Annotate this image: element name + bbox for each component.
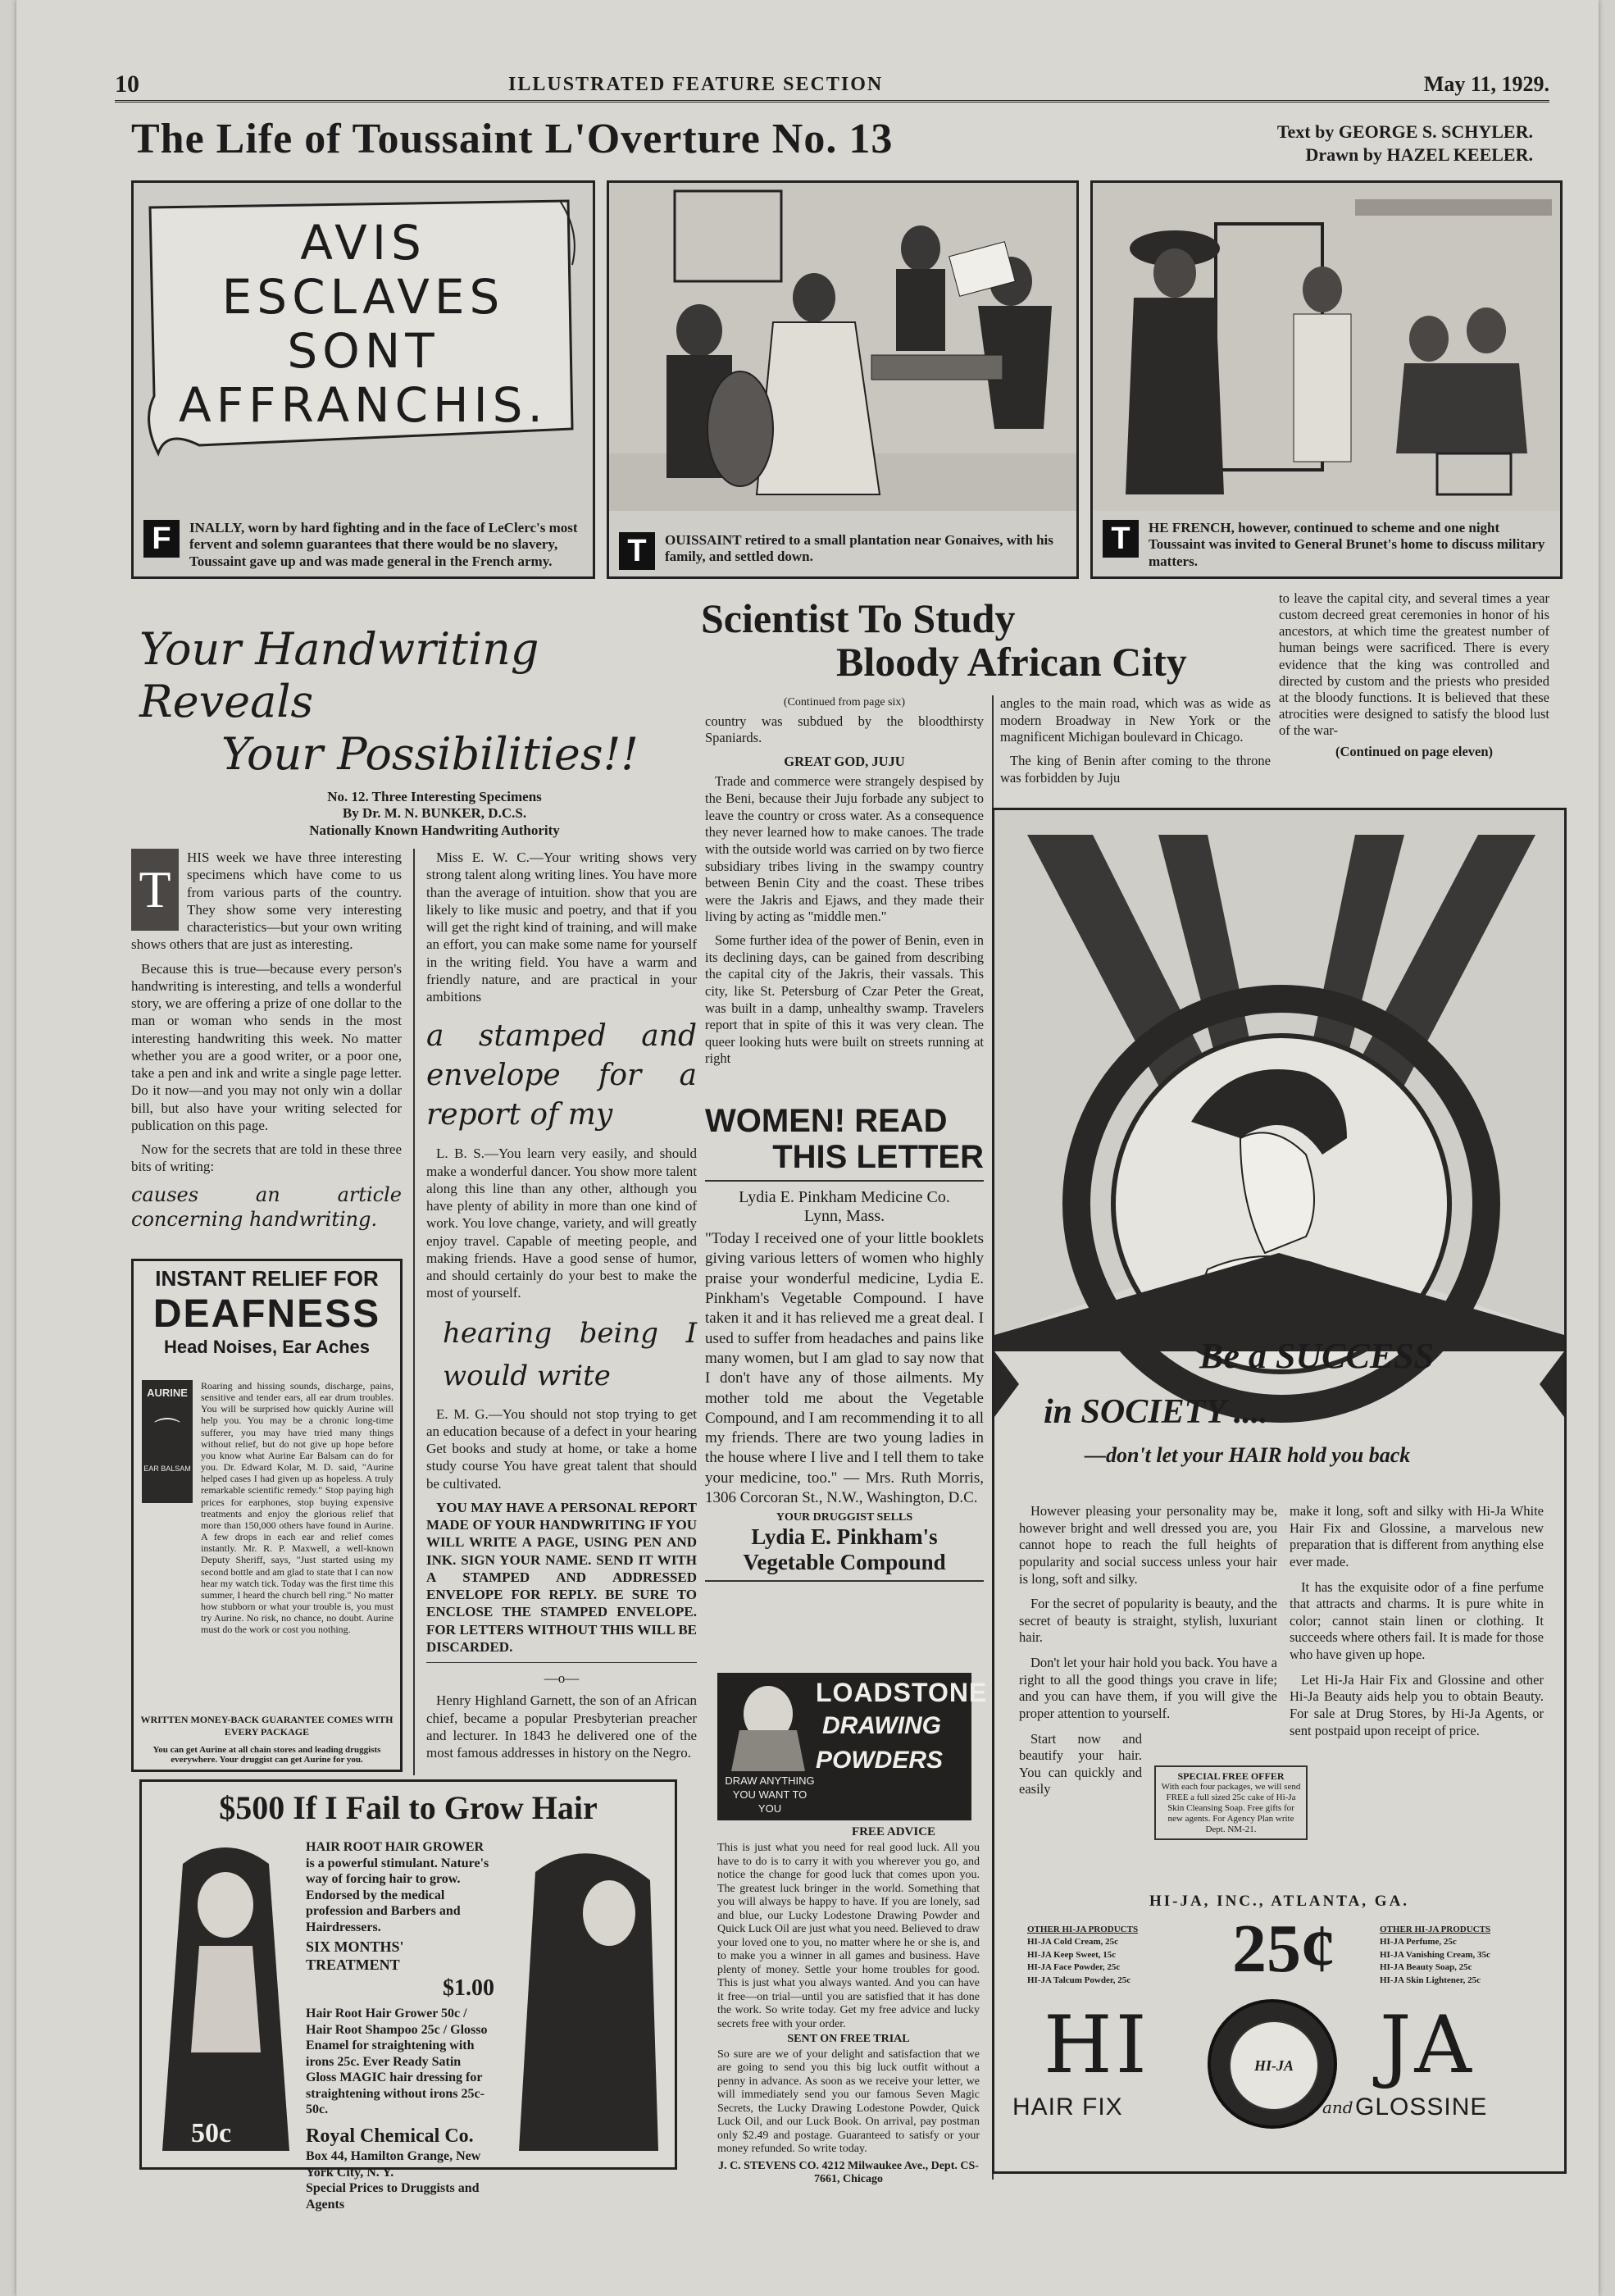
handwriting-byline: No. 12. Three Interesting Specimens By Dr. M. N. BUNKER, D.C.S. Nationally Known Handwriting Authority xyxy=(309,789,560,838)
sign-line-3: SONT xyxy=(287,323,439,379)
pinkham-address-1: Lydia E. Pinkham Medicine Co. xyxy=(739,1188,950,1206)
hija-logo-hairfix: HAIR FIX xyxy=(1012,2093,1123,2121)
loadstone-company: J. C. STEVENS CO. 4212 Milwaukee Ave., Dept. CS-7661, Chicago xyxy=(718,2159,979,2186)
scientist-title-2: Bloody African City xyxy=(836,639,1187,685)
hair-grower-ad xyxy=(139,1779,677,2212)
comic-panel-2 xyxy=(607,180,1079,579)
handwriting-intro: T HIS week we have three interesting specimens which have come to us from various parts of the country. They show some very interesting characteristics—but your own writing shows others that are just as interesting. Because this is true—because every person's handwriting is interesting, and tells a wonderful story, we are offering a prize of one dollar to the man or woman who sends in the most interesting handwriting this week. No matter whether you are a good writer, or a poor one, take a pen and ink and write a single page letter. Do it now—and you may not only win a dollar bill, but also have your writing selected for publication on this page. Now for the secrets that are told in these three bits of writing: causes an article concerning handwriting. xyxy=(131,850,402,1231)
hair-address: Box 44, Hamilton Grange, New York City, N. Y. xyxy=(306,2149,481,2180)
hija-tagline-1: Be a SUCCESS xyxy=(1199,1336,1435,1376)
pinkham-headline-2: THIS LETTER xyxy=(705,1139,984,1182)
comic-panel-1 xyxy=(131,180,595,579)
hija-price: 25¢ xyxy=(1232,1911,1335,1987)
drop-cap: F xyxy=(143,520,180,558)
hija-left-text: However pleasing your personality may be, however bright and well dressed you are, you cannot hope to reach the full heights of popularity and social success unless your hair is long, soft and silky. For the secret of popularity is beauty, and the secret of beauty is straight, stylish, luxuriant hair. Don't let your hair hold you back. You have a right to all the good things you crave in life; and you can have them, if you will give the proper attention to yourself. Start now and beautify your hair. You can quickly and easily xyxy=(1019,1503,1277,1797)
garnett-note: Henry Highland Garnett, the son of an African chief, became a popular Presbyterian preacher and lecturer. In 1843 he delivered one of the most famous addresses in history on the Negro. xyxy=(426,1692,697,1761)
column-rule xyxy=(413,849,415,1775)
handwriting-sample-1: causes an article concerning handwriting. xyxy=(131,1182,402,1231)
newspaper-page xyxy=(16,0,1599,2296)
pinkham-address-2: Lynn, Mass. xyxy=(803,1207,885,1225)
treatment-price: $1.00 xyxy=(443,1975,494,2001)
pinkham-letter: "Today I received one of your little booklets giving various letters of women who highly praise your wonderful medicine, Lydia E. Pinkham's Vegetable Compound. I have taken it and it has relieved me a great deal. I used to suffer from headaches and pains like many women, but I am glad to say now that I don't have any of those ailments. My mother told me about the Vegetable Compound, and I am recommending it to all my friends. There are two young ladies in the house where I live and I tell them to take your medicine, too." — Mrs. Ruth Morris, 1306 Corcoran St., N.W., Washington, D.C. xyxy=(705,1230,984,1507)
comic-panel-3 xyxy=(1090,180,1563,579)
hija-special-offer: SPECIAL FREE OFFER With each four packages, we will send FREE a full sized 25c cake of Hi-Ja Skin Cleansing Soap. Free gifts for new agents. For Agency Plan write Dept. NM-21. xyxy=(1154,1765,1308,1840)
pinkham-druggist: YOUR DRUGGIST SELLS xyxy=(776,1511,913,1524)
woman-long-hair-illustration xyxy=(150,1839,302,2159)
woman-portrait-illustration xyxy=(727,1681,809,1771)
deafness-guarantee: WRITTEN MONEY-BACK GUARANTEE COMES WITH EVERY PACKAGE xyxy=(140,1714,394,1738)
aurine-sublabel: EAR BALSAM xyxy=(143,1465,191,1473)
hair-company: Royal Chemical Co. xyxy=(306,2125,474,2147)
hija-tin-illustration xyxy=(1208,1999,1337,2129)
woman-profile-illustration xyxy=(511,1839,666,2159)
issue-date: May 11, 1929. xyxy=(1423,72,1549,96)
hija-company: HI-JA, INC., ATLANTA, GA. xyxy=(1149,1893,1410,1910)
analysis-lbs: L. B. S.—You learn very easily, and should make a wonderful dancer. You show more talent along this line than any other, although you have plenty of ability in more than one kind of work. You love change, variety, and will greatly enjoy travel. Capable of meeting people, and making friends. Have a good sense of humor, and should certainly do your best to make the most of yourself. xyxy=(426,1146,697,1301)
pinkham-product: Lydia E. Pinkham's Vegetable Compound xyxy=(705,1524,984,1582)
loadstone-banner xyxy=(717,1673,988,1820)
ear-icon: ⌒ xyxy=(153,1416,180,1446)
loadstone-body: This is just what you need for real good luck. All you have to do is to carry it with you wherever you go, and notice the change for good luck that comes upon you. The greatest luck bringer in the world. Something that you will always be happy to have. If you are lonely, sad and blue, our Lucky Lodestone Drawing Powder and Quick Luck Oil are just what you need. Believed to draw your loved one to you, no matter where he or she is, and to make you a winner in all games and business. Have plenty of money. Settle your home troubles for good. This is just what you always wanted. And you can have it free—on trial—until you are satisfied that it has done the work. So write today. Get my free advice and lucky secrets free with your order. SENT ON FREE TRIAL So sure are we of your delight and satisfaction that we are going to send you this big luck outfit without a penny in advance. As soon as we receive your letter, we will immediately send you our famous Seven Magic Secrets, the Lucky Drawing Lodestone Powder, Quick Luck Oil, and our Luck Book. On arrival, pay postman only $2.49 and postage. Guaranteed to satisfy or your money refunded. So write today. J. C. STEVENS CO. 4212 Milwaukee Ave., Dept. CS-7661, Chicago xyxy=(717,1842,980,2186)
hija-logo-hi: HI xyxy=(1044,1999,1150,2091)
handwriting-sample-2: a stamped and envelope for a report of my xyxy=(426,1019,697,1132)
scientist-col-3: to leave the capital city, and several times a year custom decreed great ceremonies in honor of his ancestors, at which time the greatest number of human beings were sacrificed. There is every evidence that the king was controlled and directed by custom and the priests who presided at the bloody functions. It is believed that these atrocities were designed to satisfy the blood lust of the war- (Continued on page eleven) xyxy=(1279,590,1549,760)
general-home-illustration xyxy=(1093,183,1560,511)
loadstone-free-trial: SENT ON FREE TRIAL xyxy=(787,2033,910,2046)
pinkham-headline-1: WOMEN! READ xyxy=(705,1103,948,1139)
deafness-body: Roaring and hissing sounds, discharge, pains, sensitive and tender ears, all ear drum troubles. You will be surprised how quickly Aurine will help you. You may be a chronic long-time sufferer, you may have tried many things without relief, but do not give up hope before you know what Aurine Ear Balsam can do for you. Dr. Edward Kolar, M. D. said, "Aurine helped cases I had given up as hopeless. A truly remarkable scientific remedy." Stop paying high prices for earphones, stop buying expensive treatments and enjoy the glorious relief that more than 150,000 others have found in Aurine. A few drops in each ear and relief comes instantly. Mr. R. P. Maxwell, a well-known Deputy Sheriff, says, "Just started using my second bottle and am glad to state that I can now hear my watch tick. Today was the first time this summer, I heard the church bell ring." No matter how stubborn or what your trouble is, you must try Aurine. No risk, no chance, no doubt. Aurine must do the work or cost you nothing. xyxy=(201,1380,394,1636)
loadstone-ad xyxy=(717,1673,988,2186)
sign-line-2: ESCLAVES xyxy=(221,269,505,325)
aurine-bottle xyxy=(142,1380,193,1503)
handwriting-title: Your Handwriting Reveals Your Possibilities!! xyxy=(139,623,639,780)
panel-2-caption: T OUISSAINT retired to a small plantation near Gonaives, with his family, and settled down. xyxy=(619,532,1067,570)
sign-line-4: AFFRANCHIS. xyxy=(179,377,548,433)
comic-credit-drawn: Drawn by HAZEL KEELER. xyxy=(1305,144,1533,165)
scientist-subhead: GREAT GOD, JUJU xyxy=(784,753,905,769)
deafness-line-2: DEAFNESS xyxy=(152,1292,381,1336)
hija-logo-and: and xyxy=(1322,2098,1353,2117)
continued-on: (Continued on page eleven) xyxy=(1335,744,1494,760)
hija-tagline-2: in SOCIETY .... xyxy=(1044,1393,1268,1431)
hija-ad xyxy=(992,808,1567,2174)
family-scene-illustration xyxy=(609,183,1076,511)
hija-tagline-3: —don't let your HAIR hold you back xyxy=(1085,1443,1411,1467)
divider: —o— xyxy=(544,1670,580,1686)
page-header xyxy=(115,67,1549,102)
hair-price-tag: 50c xyxy=(191,2118,232,2148)
analysis-ewc: Miss E. W. C.—Your writing shows very strong talent along writing lines. You have more than the average of intuition. show that you are likely to like music and poetry, and that if you will get the right kind of training, and will make an effort, you can make some name for yourself in the writing field. You have a warm and friendly nature, and are practical in your ambitions xyxy=(426,850,697,1004)
hija-tin-label: HI-JA xyxy=(1229,2020,1319,2111)
hair-special: Special Prices to Druggists and Agents xyxy=(306,2181,480,2212)
report-offer: YOU MAY HAVE A PERSONAL REPORT MADE OF YOUR HANDWRITING IF YOU WILL WRITE A PAGE, USING PEN AND INK. SIGN YOUR NAME. SEND IT WITH A STAMPED AND ADDRESSED ENVELOPE FOR REPLY. BE SURE TO ENCLOSE THE STAMPED ENVELOPE. FOR LETTERS WITHOUT THIS WILL BE DISCARDED. xyxy=(426,1499,697,1663)
loadstone-badge: DRAW ANYTHING YOU WANT TO YOU xyxy=(725,1774,815,1815)
hair-ad-text: HAIR ROOT HAIR GROWER is a powerful stimulant. Nature's way of forcing hair to grow. Endorsed by the medical profession and Barbers and Hairdressers. SIX MONTHS' TREATMENT $1.00 Hair Root Hair Grower 50c / Hair Root Shampoo 25c / Glosso Enamel for straightening with irons 25c. Ever Ready Satin Gloss MAGIC hair dressing for straightening without irons 25c-50c. Royal Chemical Co. Box 44, Hamilton Grange, New York City, N. Y. Special Prices to Druggists and Agents xyxy=(306,1840,494,2212)
loadstone-title-1: LOADSTONE xyxy=(816,1678,988,1707)
analysis-emg: E. M. G.—You should not stop trying to get an education because of a defect in your hearing Get books and study at home, or take a home study course You have great talent that should be cultivated. xyxy=(426,1405,697,1492)
scientist-title-1: Scientist To Study xyxy=(701,595,1016,641)
sign-line-1: AVIS xyxy=(300,215,426,271)
continued-from: (Continued from page six) xyxy=(783,696,906,708)
hair-products: Hair Root Hair Grower 50c / Hair Root Shampoo 25c / Glosso Enamel for straightening with irons 25c. Ever Ready Satin Gloss MAGIC hair dressing for straightening without irons 25c-50c. xyxy=(306,2007,488,2117)
drop-cap: T xyxy=(619,532,655,570)
handwriting-analyses xyxy=(426,849,697,1768)
pinkham-ad xyxy=(705,1103,984,1582)
panel-1-caption: F INALLY, worn by hard fighting and in the face of LeClerc's most fervent and solemn guarantees that there would be no slavery, Toussaint gave up and was made general in the French army. xyxy=(143,520,583,570)
loadstone-free-advice: FREE ADVICE xyxy=(851,1825,936,1838)
page-number: 10 xyxy=(115,71,139,98)
deafness-line-1: INSTANT RELIEF FOR xyxy=(155,1266,379,1291)
loadstone-title-3: POWDERS xyxy=(816,1747,944,1774)
comic-title: The Life of Toussaint L'Overture No. 13 xyxy=(131,116,894,162)
scientist-col-2: angles to the main road, which was as wide as modern Broadway in New York or the magnificent Michigan boulevard in Chicago. The king of Benin after coming to the throne was forbidden by Juju xyxy=(1000,695,1271,786)
drop-cap: T xyxy=(131,849,179,931)
panel-3-caption: T HE FRENCH, however, continued to scheme and one night Toussaint was invited to General Brunet's home to discuss military matters. xyxy=(1103,520,1550,570)
aurine-label: AURINE xyxy=(147,1387,188,1399)
section-name: ILLUSTRATED FEATURE SECTION xyxy=(508,74,884,95)
hija-products-right: OTHER HI-JA PRODUCTS HI-JA Perfume, 25c HI-JA Vanishing Cream, 35c HI-JA Beauty Soap, 25c HI-JA Skin Lightener, 25c xyxy=(1380,1925,1491,1985)
hija-products-left: OTHER HI-JA PRODUCTS HI-JA Cold Cream, 25c HI-JA Keep Sweet, 15c HI-JA Face Powder, 25c HI-JA Talcum Powder, 25c xyxy=(1027,1925,1139,1985)
comic-credit-text: Text by GEORGE S. SCHYLER. xyxy=(1276,121,1533,142)
handwriting-sample-3: hearing being I would write xyxy=(443,1316,697,1392)
deafness-ad xyxy=(131,1259,403,1772)
treatment-label: SIX MONTHS' TREATMENT xyxy=(306,1938,404,1974)
hija-logo-ja: JA xyxy=(1380,1999,1475,2091)
hair-ad-headline: $500 If I Fail to Grow Hair xyxy=(219,1789,598,1826)
scientist-col-1: (Continued from page six) country was subdued by the bloodthirsty Spaniards. GREAT GOD, JUJU Trade and commerce were strangely despised by the Beni, because their Juju forbade any subject to leave the country or cross water. As a consequence they never learned how to make canoes. The trade with the outside world was carried on by two fierce subsidiary tribes living in the swampy country between Benin City and the coast. These tribes were the Jakris and Ejaws, and they made their living by acting as "middle men." Some further idea of the power of Benin, even in its declining days, can be gained from describing the capital city of the Jakris, their vassals. This city, like St. Petersburg of Czar Peter the Great, was built in a damp, unhealthy swamp. Travelers report that in spite of this it was very clean. The queer looking huts were built on streets running at right xyxy=(705,696,984,1067)
loadstone-title-2: DRAWING xyxy=(822,1712,941,1739)
deafness-line-3: Head Noises, Ear Aches xyxy=(163,1337,371,1357)
hija-logo-glossine: GLOSSINE xyxy=(1355,2093,1488,2121)
drop-cap: T xyxy=(1103,520,1139,558)
deafness-footer: You can get Aurine at all chain stores and leading druggists everywhere. Your druggist can get Aurine for you. xyxy=(152,1745,381,1765)
hija-right-text: make it long, soft and silky with Hi-Ja White Hair Fix and Glossine, a marvelous new preparation that is different from anything else ever made. It has the exquisite odor of a fine perfume that attracts and charms. It is pure white in color; cannot stain linen or clothing. It succeeds where others fail. It is made for those who have given up hope. Let Hi-Ja Hair Fix and Glossine and other Hi-Ja Beauty aids help you to obtain Beauty. For sale at Drug Stores, by Hi-Ja Agents, or sent postpaid upon receipt of price. xyxy=(1290,1503,1544,1738)
proclamation-sign xyxy=(166,216,560,432)
